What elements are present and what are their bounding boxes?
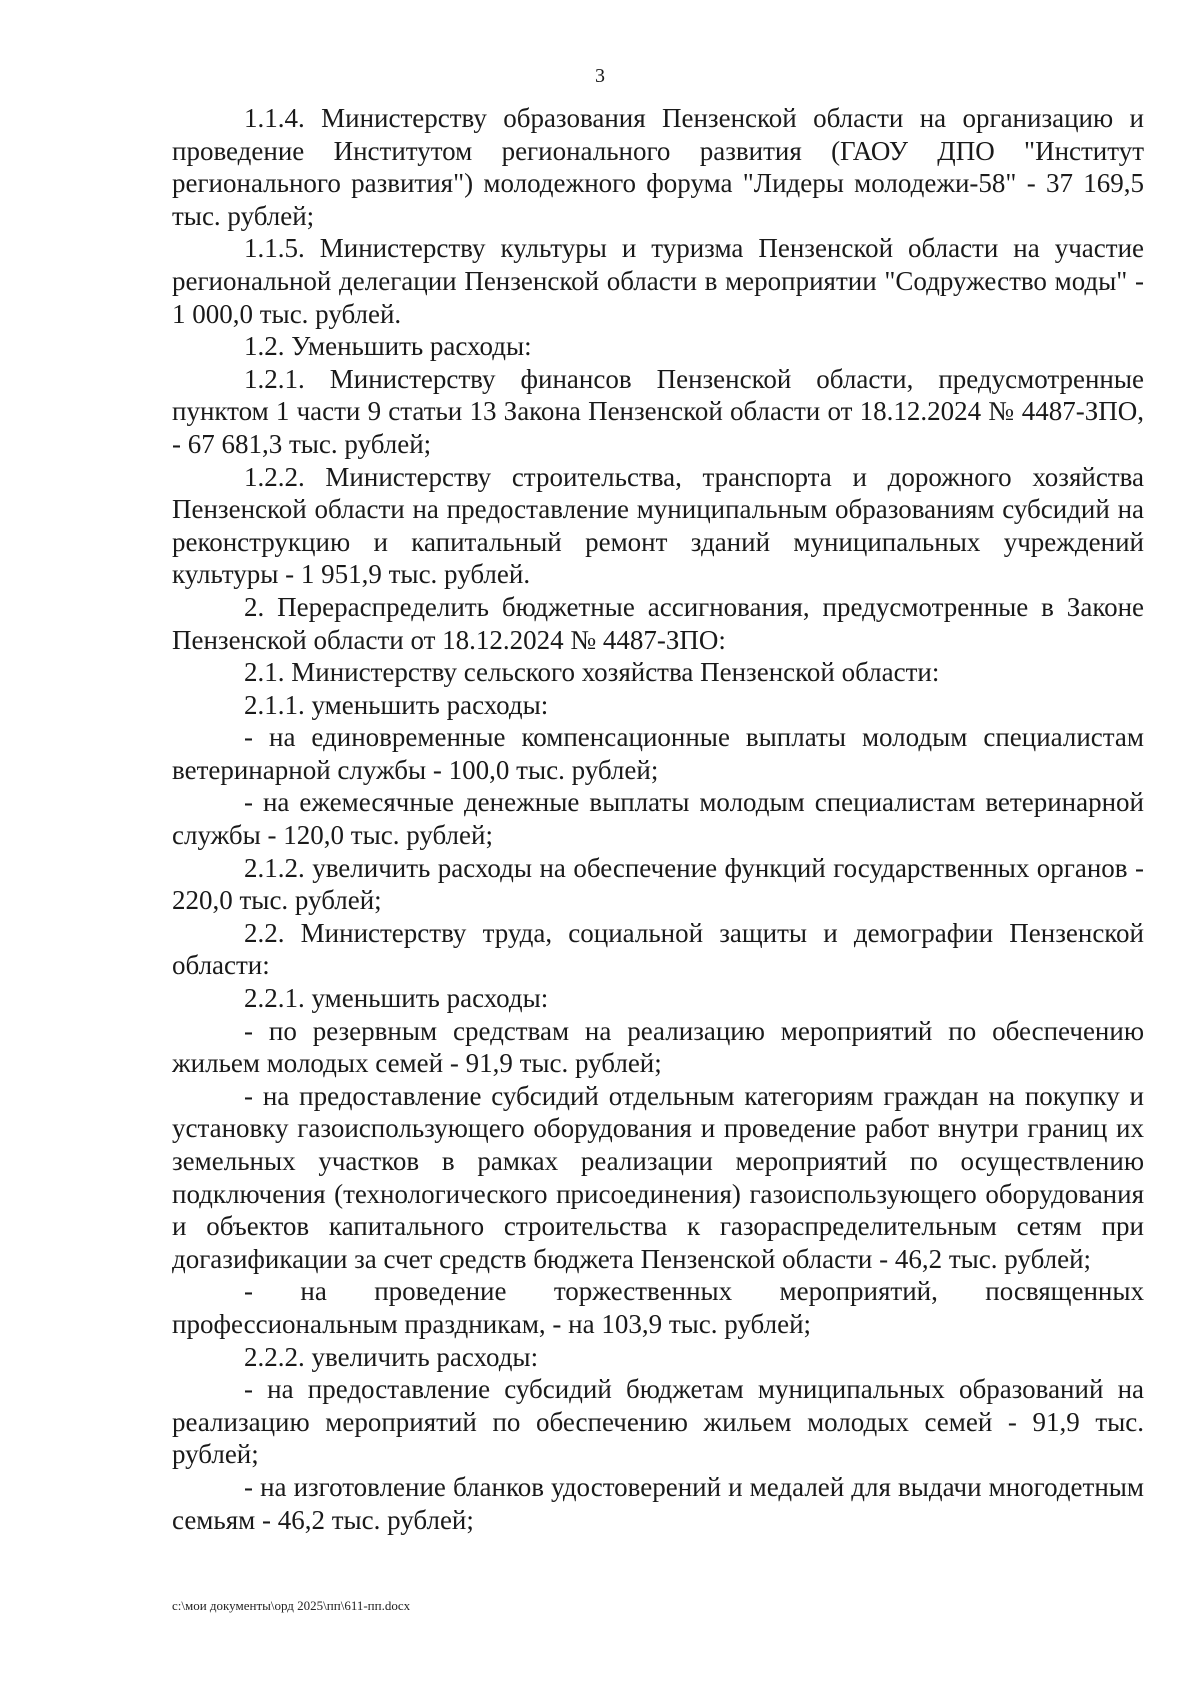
- page-number: 3: [595, 65, 605, 87]
- paragraph-2-2-2: 2.2.2. увеличить расходы:: [244, 1341, 539, 1372]
- paragraph-2: 2. Перераспределить бюджетные ассигнования, предусмотренные в Законе Пензенской области от 18.12.2024 № 4487-ЗПО:: [172, 591, 1144, 655]
- list-item: - на проведение торжественных мероприятий, посвященных профессиональным праздникам, - на 103,9 тыс. рублей;: [172, 1276, 1144, 1339]
- paragraph-1-2-1: 1.2.1. Министерству финансов Пензенской области, предусмотренные пунктом 1 части 9 статьи 13 Закона Пензенской области от 18.12.2024 № 4487-ЗПО, - 67 681,3 тыс. рублей;: [172, 363, 1144, 459]
- paragraph-2-2: 2.2. Министерству труда, социальной защиты и демографии Пензенской области:: [172, 917, 1144, 981]
- list-item: - на единовременные компенсационные выплаты молодым специалистам ветеринарной службы - 100,0 тыс. рублей;: [172, 722, 1144, 785]
- paragraph-1-2: 1.2. Уменьшить расходы:: [244, 331, 532, 362]
- document-body: [172, 102, 1144, 1536]
- paragraph-1-1-5: 1.1.5. Министерству культуры и туризма Пензенской области на участие региональной делегации Пензенской области в мероприятии "Содружество моды" - 1 000,0 тыс. рублей.: [172, 233, 1144, 329]
- list-item: - по резервным средствам на реализацию мероприятий по обеспечению жильем молодых семей - 91,9 тыс. рублей;: [172, 1015, 1144, 1079]
- paragraph-2-2-1: 2.2.1. уменьшить расходы:: [244, 983, 549, 1014]
- paragraph-1-1-4: 1.1.4. Министерству образования Пензенской области на организацию и проведение Институтом регионального развития (ГАОУ ДПО "Институт регионального развития") молодежного форума "Лидеры молодежи-58" - 37 169,5 тыс. рублей;: [172, 103, 1144, 231]
- list-item: - на предоставление субсидий бюджетам муниципальных образований на реализацию мероприятий по обеспечению жильем молодых семей - 91,9 тыс. рублей;: [172, 1374, 1144, 1470]
- list-item: - на ежемесячные денежные выплаты молодым специалистам ветеринарной службы - 120,0 тыс. рублей;: [172, 787, 1144, 851]
- paragraph-2-1: 2.1. Министерству сельского хозяйства Пензенской области:: [244, 657, 940, 688]
- footer-file-path: c:\мои документы\орд 2025\пп\611-пп.docx: [172, 1598, 411, 1613]
- list-item: - на предоставление субсидий отдельным категориям граждан на покупку и установку газоиспользующего оборудования и проведение работ внутри границ их земельных участков в рамках реализации мероприятий по осуществлению подключения (технологического присоединения) газоиспользующего оборудования и объектов капитального строительства к газораспределительным сетям при догазификации за счет средств бюджета Пензенской области - 46,2 тыс. рублей;: [172, 1080, 1144, 1274]
- paragraph-2-1-2: 2.1.2. увеличить расходы на обеспечение функций государственных органов - 220,0 тыс. рублей;: [172, 852, 1144, 916]
- paragraph-1-2-2: 1.2.2. Министерству строительства, транспорта и дорожного хозяйства Пензенской области на предоставление муниципальным образованиям субсидий на реконструкцию и капитальный ремонт зданий муниципальных учреждений культуры - 1 951,9 тыс. рублей.: [172, 461, 1144, 590]
- list-item: - на изготовление бланков удостоверений и медалей для выдачи многодетным семьям - 46,2 тыс. рублей;: [172, 1471, 1144, 1535]
- paragraph-2-1-1: 2.1.1. уменьшить расходы:: [244, 689, 549, 720]
